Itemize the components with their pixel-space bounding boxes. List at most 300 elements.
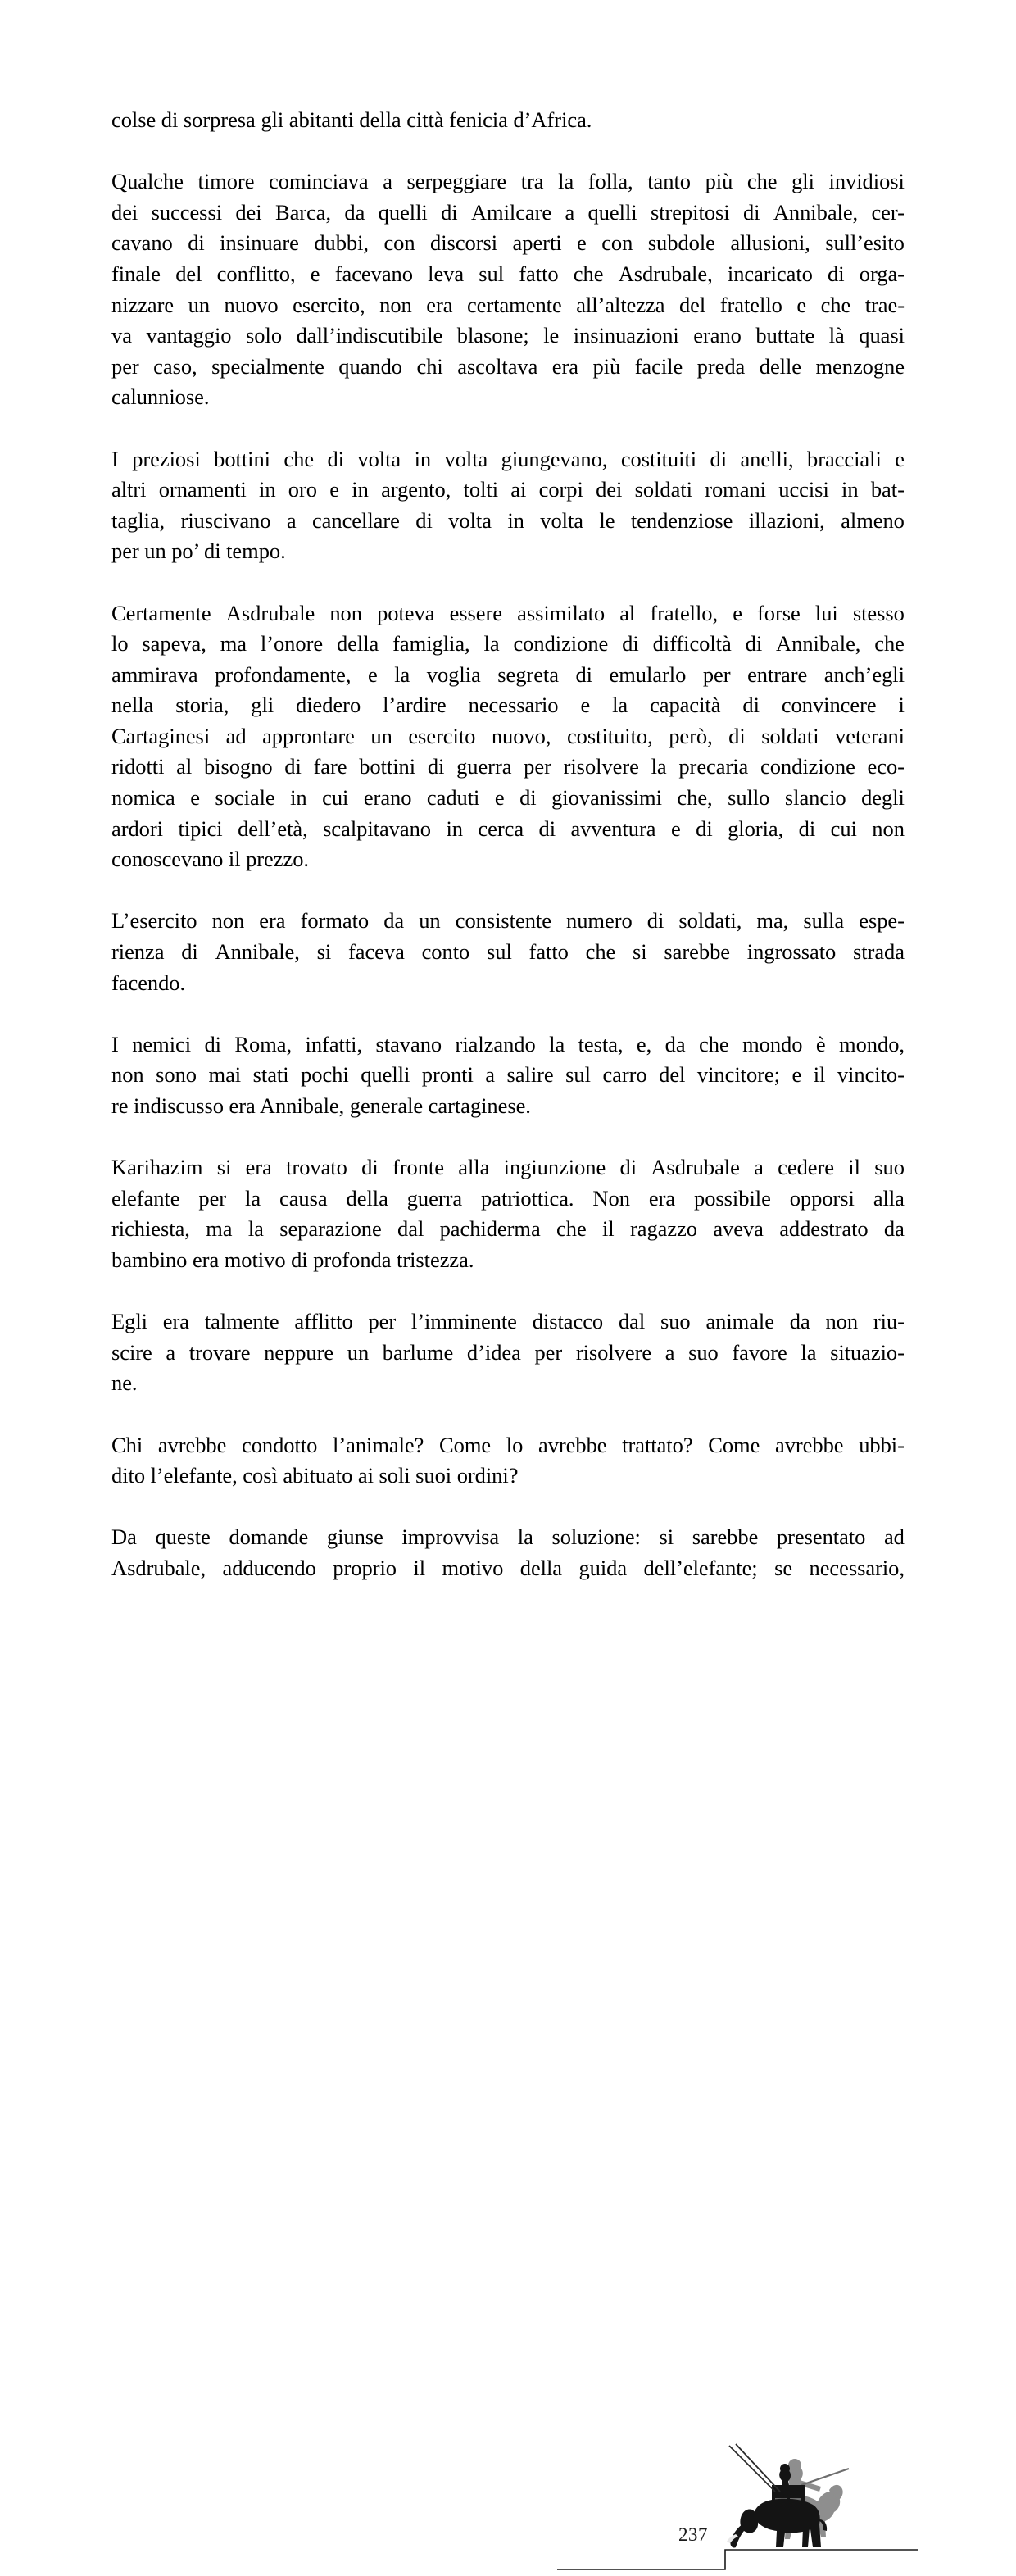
text-word: romani xyxy=(705,477,766,502)
text-word: il xyxy=(848,1155,860,1180)
text-word: serpeggiare xyxy=(406,169,507,194)
text-word: avrebbe xyxy=(537,1432,607,1457)
text-word: di xyxy=(181,939,198,965)
text-line: re indiscusso era Annibale, generale cartaginese. xyxy=(111,1093,531,1118)
text-word: salire xyxy=(506,1062,554,1088)
text-word: dubbi, xyxy=(314,230,370,256)
text-word: e xyxy=(494,785,505,811)
text-word: e xyxy=(733,600,742,625)
text-line xyxy=(111,290,905,321)
text-word: necessario, xyxy=(809,1555,905,1580)
text-word: che xyxy=(556,1216,587,1242)
text-word: nomica xyxy=(111,785,175,811)
text-word: all’altezza xyxy=(576,292,665,317)
text-word: blasone; xyxy=(456,323,529,348)
text-word: Asdrubale xyxy=(651,1155,740,1180)
text-word: tanto xyxy=(647,169,691,194)
text-word: rienza xyxy=(111,939,165,965)
text-word: caso, xyxy=(153,353,197,379)
text-line: facendo. xyxy=(111,970,186,995)
text-word: si xyxy=(216,1155,232,1180)
text-word: fatto xyxy=(519,261,559,286)
text-word: e xyxy=(577,230,587,256)
text-word: sapeva, xyxy=(142,631,206,656)
text-word: riu- xyxy=(873,1309,905,1334)
text-word: un xyxy=(347,1339,370,1365)
text-word: esercito, xyxy=(293,292,365,317)
text-word: forse xyxy=(757,600,801,625)
text-line xyxy=(111,198,905,229)
text-word: di xyxy=(696,816,713,841)
text-word: di xyxy=(646,908,664,934)
text-word: si xyxy=(659,1524,674,1550)
text-word: a xyxy=(166,1339,176,1365)
text-word: slancio xyxy=(784,785,846,811)
text-word: allusioni, xyxy=(730,230,810,256)
text-line: per un po’ di tempo. xyxy=(111,538,286,564)
text-word: volta xyxy=(540,507,583,533)
text-word: volta xyxy=(444,446,488,471)
text-word: fronte xyxy=(392,1155,444,1180)
text-word: e xyxy=(791,1062,802,1088)
text-word: timore xyxy=(197,169,255,194)
text-line xyxy=(111,690,905,721)
text-word: risolvere xyxy=(563,754,639,779)
text-word: di xyxy=(742,199,760,225)
text-word: era xyxy=(245,1155,272,1180)
text-word: scalpitavano xyxy=(323,816,431,841)
text-word: di xyxy=(622,631,639,656)
text-word: Annibale, xyxy=(773,199,859,225)
text-word: mai xyxy=(208,1062,242,1088)
text-word: Annibale, xyxy=(215,939,300,965)
text-word: non xyxy=(111,1062,144,1088)
text-word: soldati, xyxy=(678,908,742,934)
text-word: quasi xyxy=(859,323,905,348)
text-word: che xyxy=(820,292,851,317)
text-word: Asdrubale xyxy=(225,600,315,625)
text-word: quando xyxy=(338,353,403,379)
text-word: ridotti xyxy=(111,754,165,779)
text-word: a xyxy=(664,1339,675,1365)
text-line xyxy=(111,660,905,691)
text-word: bat- xyxy=(870,477,905,502)
text-word: con xyxy=(383,230,415,256)
text-word: improvvisa xyxy=(401,1524,500,1550)
text-word: condizione xyxy=(513,631,609,656)
text-word: illazioni, xyxy=(748,507,825,533)
text-word: buttate xyxy=(755,323,815,348)
text-line xyxy=(111,320,905,352)
text-word: della xyxy=(346,1185,388,1211)
text-word: dall’indiscutibile xyxy=(296,323,443,348)
text-word: soldati xyxy=(761,723,819,748)
text-line xyxy=(111,352,905,383)
text-word: costituito, xyxy=(566,723,653,748)
text-word: profondamente, xyxy=(215,661,352,687)
text-word: a xyxy=(383,169,392,194)
text-word: giunse xyxy=(326,1524,383,1550)
text-word: di xyxy=(575,661,592,687)
text-word: tendenziose xyxy=(630,507,733,533)
text-word: suo xyxy=(874,1155,905,1180)
text-word: ornamenti xyxy=(158,477,247,502)
text-line: conoscevano il prezzo. xyxy=(111,847,309,872)
text-word: nuovo, xyxy=(491,723,551,748)
text-word: e xyxy=(190,785,200,811)
text-word: facevano xyxy=(334,261,413,286)
text-word: l’onore xyxy=(260,631,324,656)
paragraph-4 xyxy=(111,598,905,906)
text-word: segreta xyxy=(497,661,559,687)
text-word: condizione xyxy=(760,754,855,779)
text-word: essere xyxy=(449,600,502,625)
text-word: in xyxy=(414,446,432,471)
text-word: la xyxy=(394,661,410,687)
text-word: di xyxy=(188,230,205,256)
text-word: sul xyxy=(565,1062,591,1088)
text-word: conto xyxy=(421,939,470,965)
text-word: barlume xyxy=(382,1339,454,1365)
paragraph-3 xyxy=(111,444,905,598)
text-word: che xyxy=(699,1031,729,1056)
text-word: le xyxy=(543,323,560,348)
text-word: stati xyxy=(252,1062,289,1088)
text-word: l’imminente xyxy=(410,1309,517,1334)
text-line: bambino era motivo di profonda tristezza. xyxy=(111,1247,474,1272)
text-word: e xyxy=(796,292,807,317)
text-word: soldati xyxy=(634,477,692,502)
text-word: i xyxy=(898,693,905,718)
text-word: di xyxy=(415,507,433,533)
text-word: condotto xyxy=(242,1432,318,1457)
text-word: ubbi- xyxy=(859,1432,905,1457)
text-word: da xyxy=(789,1309,810,1334)
text-word: infatti, xyxy=(305,1031,363,1056)
text-word: incaricato xyxy=(727,261,813,286)
text-word: di xyxy=(742,693,760,718)
text-line: colse di sorpresa gli abitanti della città fenicia d’Africa. xyxy=(111,107,592,132)
text-word: e xyxy=(895,446,905,471)
text-word: ai xyxy=(510,477,527,502)
text-word: cui xyxy=(830,816,857,841)
text-word: del xyxy=(678,292,706,317)
text-word: consistente xyxy=(455,908,551,934)
text-line: ne. xyxy=(111,1370,138,1396)
text-word: un xyxy=(370,723,392,748)
text-word: sul xyxy=(479,261,505,286)
text-line xyxy=(111,629,905,660)
text-word: Asdrubale, xyxy=(618,261,713,286)
text-line xyxy=(111,166,905,198)
text-word: più xyxy=(592,353,621,379)
text-word: guerra xyxy=(406,1185,463,1211)
text-word: fratello, xyxy=(650,600,719,625)
text-word: pachiderma xyxy=(439,1216,541,1242)
text-word: vantaggio xyxy=(146,323,232,348)
text-word: di xyxy=(538,816,556,841)
text-word: famiglia, xyxy=(392,631,470,656)
text-word: Annibale, xyxy=(776,631,861,656)
text-word: precaria xyxy=(678,754,749,779)
text-word: Amilcare xyxy=(470,199,552,225)
text-word: orga- xyxy=(859,261,905,286)
text-word: neppure xyxy=(264,1339,334,1365)
text-word: sono xyxy=(156,1062,197,1088)
text-word: sull’esito xyxy=(825,230,905,256)
text-word: sarebbe xyxy=(664,939,730,965)
text-word: I xyxy=(111,446,119,471)
text-line xyxy=(111,1522,905,1553)
text-word: difficoltà xyxy=(652,631,732,656)
text-word: di xyxy=(427,754,445,779)
text-word: separazione xyxy=(279,1216,382,1242)
text-word: la xyxy=(245,1185,261,1211)
text-word: l’ardire xyxy=(383,693,447,718)
text-word: situazio- xyxy=(830,1339,905,1365)
text-word: entrare xyxy=(747,661,808,687)
text-word: lo xyxy=(506,1432,524,1457)
text-word: si xyxy=(633,939,647,965)
text-word: dal xyxy=(397,1216,424,1242)
text-word: anch’egli xyxy=(823,661,905,687)
text-word: giungevano, xyxy=(501,446,608,471)
text-word: poteva xyxy=(377,600,435,625)
text-word: era xyxy=(162,1309,189,1334)
text-word: nizzare xyxy=(111,292,175,317)
text-word: per xyxy=(524,754,551,779)
text-word: strepitosi xyxy=(650,199,730,225)
text-word: a xyxy=(565,199,575,225)
text-word: lui xyxy=(814,600,838,625)
text-word: d’idea xyxy=(466,1339,521,1365)
paragraph-9 xyxy=(111,1430,905,1523)
text-word: al xyxy=(176,754,193,779)
text-word: sociale xyxy=(215,785,275,811)
text-word: L’esercito xyxy=(111,908,197,934)
text-word: cancellare xyxy=(311,507,400,533)
text-word: nella xyxy=(111,693,154,718)
text-word: alla xyxy=(458,1155,490,1180)
text-word: vincitore; xyxy=(696,1062,780,1088)
text-word: avrebbe xyxy=(157,1432,227,1457)
text-word: che xyxy=(874,631,905,656)
paragraph-1 xyxy=(111,105,905,166)
text-word: capacità xyxy=(650,693,721,718)
text-word: gli xyxy=(251,693,274,718)
text-word: sul xyxy=(486,939,512,965)
text-word: era xyxy=(426,292,453,317)
text-word: cui xyxy=(322,785,349,811)
text-word: il xyxy=(601,1216,615,1242)
text-word: chi xyxy=(416,353,443,379)
text-word: in xyxy=(841,477,859,502)
text-word: sullo xyxy=(728,785,770,811)
text-word: Cartaginesi xyxy=(111,723,211,748)
footer-rule xyxy=(557,2543,918,2576)
text-word: del xyxy=(175,261,202,286)
text-word: guida xyxy=(578,1555,628,1580)
text-word: la xyxy=(651,754,667,779)
text-word: non xyxy=(379,292,412,317)
text-word: e xyxy=(329,477,339,502)
text-word: adducendo xyxy=(222,1555,316,1580)
text-word: guerra xyxy=(456,754,512,779)
text-word: della xyxy=(519,1555,563,1580)
text-word: a xyxy=(485,1062,496,1088)
text-word: in xyxy=(446,816,463,841)
text-word: tolti xyxy=(463,477,499,502)
text-word: motivo xyxy=(442,1555,504,1580)
text-word: argento, xyxy=(381,477,451,502)
text-word: un xyxy=(188,292,211,317)
text-word: ad xyxy=(225,723,247,748)
text-word: Da xyxy=(111,1524,137,1550)
text-word: finale xyxy=(111,261,161,286)
text-line xyxy=(111,783,905,814)
text-word: trovato xyxy=(286,1155,347,1180)
text-word: erano xyxy=(363,785,412,811)
text-word: per xyxy=(368,1309,397,1334)
text-word: le xyxy=(599,507,615,533)
text-word: solo xyxy=(246,323,283,348)
text-word: gli xyxy=(791,169,814,194)
text-line xyxy=(111,1430,905,1461)
text-word: di xyxy=(728,723,746,748)
text-word: aveva xyxy=(713,1216,764,1242)
text-word: scire xyxy=(111,1339,152,1365)
text-word: cavano xyxy=(111,230,173,256)
text-word: sulla xyxy=(803,908,845,934)
text-word: tra xyxy=(520,169,544,194)
text-word: là xyxy=(828,323,845,348)
text-word: di xyxy=(619,1155,637,1180)
text-word: Egli xyxy=(111,1309,147,1334)
text-word: Come xyxy=(708,1432,760,1457)
text-word: discorsi xyxy=(430,230,498,256)
text-word: non xyxy=(825,1309,859,1334)
text-word: di xyxy=(828,261,845,286)
text-word: insinuazioni xyxy=(573,323,679,348)
text-word: e, xyxy=(636,1031,652,1056)
text-word: emularlo xyxy=(609,661,687,687)
text-word: preziosi xyxy=(132,446,201,471)
text-word: Certamente xyxy=(111,600,211,625)
text-word: fare xyxy=(313,754,347,779)
text-word: facile xyxy=(634,353,683,379)
text-word: in xyxy=(352,477,369,502)
text-word: che xyxy=(283,446,315,471)
text-word: menzogne xyxy=(815,353,905,379)
text-word: che xyxy=(746,169,778,194)
text-word: del xyxy=(659,1062,686,1088)
text-word: Chi xyxy=(111,1432,143,1457)
text-line xyxy=(111,259,905,290)
text-word: aperti xyxy=(512,230,562,256)
text-word: Qualche xyxy=(111,169,184,194)
text-line xyxy=(111,444,905,475)
text-word: di xyxy=(441,199,458,225)
text-word: per xyxy=(534,1339,563,1365)
text-word: leva xyxy=(428,261,465,286)
text-word: bottini xyxy=(214,446,270,471)
text-word: con xyxy=(601,230,633,256)
text-word: cerca xyxy=(478,816,524,841)
text-word: di xyxy=(327,446,344,471)
text-word: corpi xyxy=(538,477,583,502)
text-word: la xyxy=(612,693,628,718)
text-word: ingrossato xyxy=(746,939,837,965)
text-word: ingiunzione xyxy=(503,1155,606,1180)
text-word: dal xyxy=(618,1309,646,1334)
text-word: che, xyxy=(677,785,713,811)
text-word: e xyxy=(310,261,320,286)
text-word: cedere xyxy=(778,1155,834,1180)
text-word: un xyxy=(419,908,441,934)
text-word: è xyxy=(815,1031,826,1056)
text-word: Roma, xyxy=(234,1031,293,1056)
text-word: formato xyxy=(300,908,370,934)
paragraph-2 xyxy=(111,166,905,443)
text-word: ascoltava xyxy=(457,353,538,379)
paragraph-6 xyxy=(111,1029,905,1152)
text-word: conflitto, xyxy=(216,261,296,286)
text-word: I xyxy=(111,1031,119,1056)
text-word: assimilato xyxy=(517,600,606,625)
text-word: avventura xyxy=(570,816,656,841)
text-word: per xyxy=(111,353,139,379)
text-word: talmente xyxy=(204,1309,279,1334)
text-word: subdole xyxy=(647,230,715,256)
text-word: gloria, xyxy=(728,816,784,841)
text-word: ammirava xyxy=(111,661,198,687)
text-word: di xyxy=(361,1155,379,1180)
paragraph-10 xyxy=(111,1522,905,1615)
text-word: taglia, xyxy=(111,507,166,533)
text-word: la xyxy=(517,1524,533,1550)
text-word: va xyxy=(111,323,132,348)
text-word: strada xyxy=(852,939,905,965)
text-line xyxy=(111,721,905,752)
text-word: la xyxy=(549,1031,565,1056)
text-word: dell’elefante; xyxy=(643,1555,758,1580)
text-word: proprio xyxy=(333,1555,397,1580)
text-word: possibile xyxy=(694,1185,771,1211)
text-line xyxy=(111,475,905,506)
text-word: domande xyxy=(229,1524,309,1550)
text-word: l’animale? xyxy=(333,1432,424,1457)
text-line xyxy=(111,506,905,537)
text-word: insinuare xyxy=(220,230,299,256)
text-word: della xyxy=(336,631,379,656)
text-word: stavano xyxy=(375,1031,442,1056)
text-word: di xyxy=(745,631,763,656)
text-word: opporsi xyxy=(789,1185,855,1211)
text-word: mondo xyxy=(742,1031,803,1056)
text-word: cominciava xyxy=(269,169,369,194)
text-word: elefante xyxy=(111,1185,180,1211)
text-word: e xyxy=(580,693,591,718)
text-word: di xyxy=(204,1031,221,1056)
text-word: che xyxy=(573,261,604,286)
text-word: più xyxy=(705,169,733,194)
text-word: mondo, xyxy=(839,1031,905,1056)
paragraph-5 xyxy=(111,906,905,1029)
text-word: costituiti xyxy=(620,446,697,471)
text-line xyxy=(111,906,905,937)
text-line xyxy=(111,752,905,783)
text-word: volta xyxy=(357,446,401,471)
